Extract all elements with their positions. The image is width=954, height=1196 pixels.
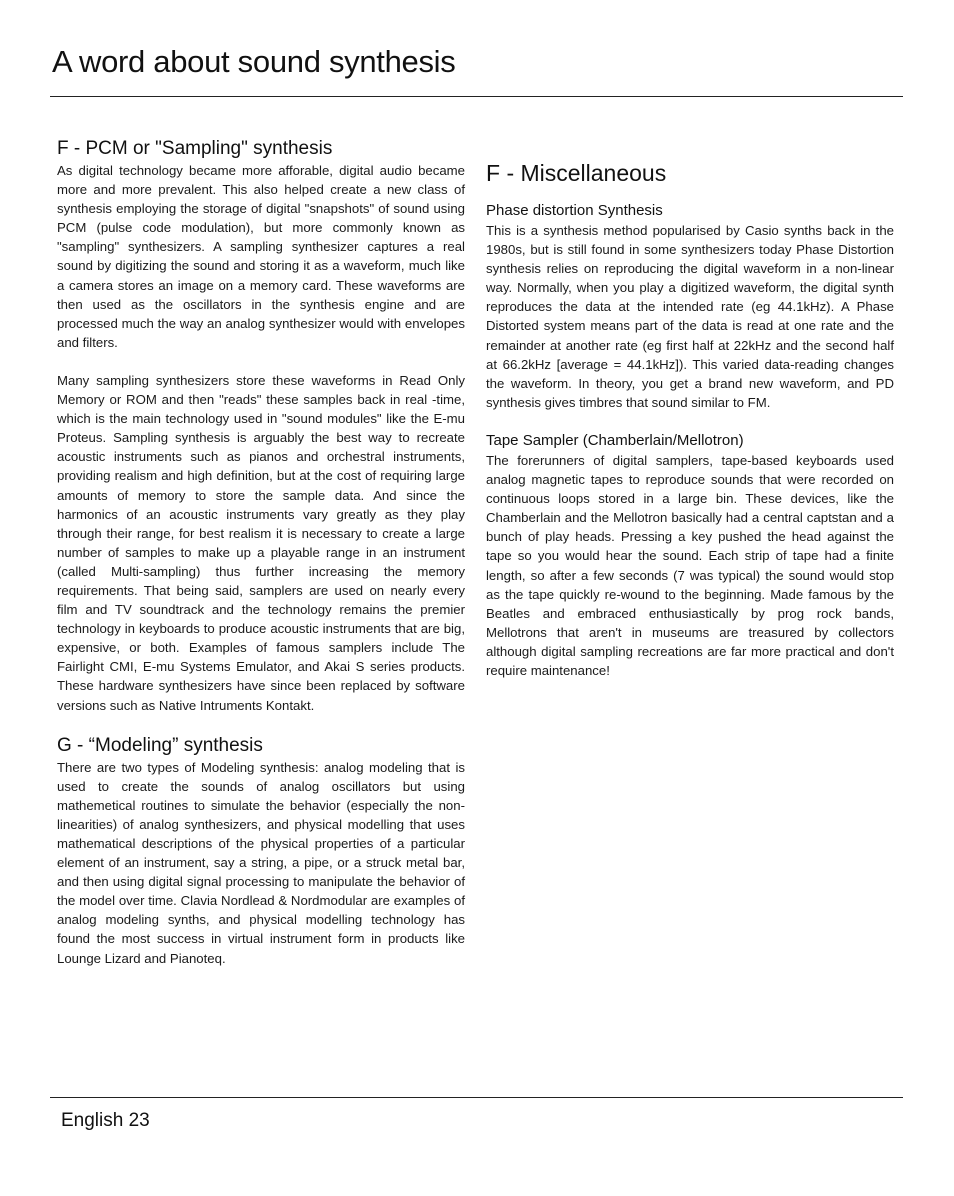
paragraph-spacer (57, 352, 465, 371)
pcm-paragraph-1: As digital technology became more afforable, digital audio became more and more prevalent. This also helped create a new class of synthesis employing the storage of digital "snapshots" of sound using PCM (pulse code modulation), but more commonly known as "sampling" synthesizers. A sampling synthesizer captures a real sound by digitizing the sound and storing it as a waveform, much like a camera stores an image on a memory card. These waveforms are then used as the oscillators in the synthesis engine and are processed much the way an analog synthesizer would with envelopes and filters. (57, 163, 465, 350)
footer-divider (50, 1097, 903, 1098)
phase-distortion-paragraph: This is a synthesis method popularised by Casio synths back in the 1980s, but is still found in some synthesizers today Phase Distortion synthesis relies on reproducing the digital waveform in a non-linear way. Normally, when you play a digitized waveform, the digital synth reproduces the data at the intended rate (eg 44.1kHz). A Phase Distorted system means part of the data is read at one rate and the remainder at another rate (eg first half at 22kHz and the second half at 66.2kHz [average = 44.1kHz]). This varied data-reading changes the waveform. In theory, you get a brand new waveform, and PD synthesis gives timbres that sound similar to FM. (486, 223, 894, 410)
modeling-paragraph: There are two types of Modeling synthesis: analog modeling that is used to create the sounds of analog oscillators but using mathemetical routines to simulate the behavior (especially the non-linearities) of analog synthesizers, and physical modelling that uses mathematical descriptions of the physical properties of a particular element of an instrument, say a string, a pipe, or a struck metal bar, and then using digital signal processing to manipulate the behavior of the model over time. Clavia Nordlead & Nordmodular are examples of analog modeling synths, and physical modelling technology has found the most success in virtual instrument form in products like Lounge Lizard and Pianoteq. (57, 759, 465, 966)
page-title: A word about sound synthesis (52, 44, 456, 79)
modeling-heading: G - “Modeling” synthesis (57, 734, 263, 756)
section-spacer (486, 412, 894, 431)
phase-distortion-heading: Phase distortion Synthesis (486, 202, 663, 219)
tape-sampler-heading: Tape Sampler (Chamberlain/Mellotron) (486, 431, 744, 449)
page-footer: English 23 (61, 1110, 150, 1131)
right-column (486, 157, 894, 680)
section-spacer (57, 715, 465, 734)
pcm-heading: F - PCM or "Sampling" synthesis (57, 138, 333, 159)
left-column (57, 137, 465, 968)
header-divider (50, 96, 903, 97)
misc-heading: F - Miscellaneous (486, 160, 667, 186)
pcm-paragraph-2: Many sampling synthesizers store these waveforms in Read Only Memory or ROM and then "reads" these samples back in real -time, which is the main technology used in "sound modules" like the E-mu Proteus. Sampling synthesis is arguably the best way to recreate acoustic instruments such as pianos and orchestral instruments, providing realism and high definition, but at the cost of requiring large amounts of memory to store the sample data. And since the harmonics of an acoustic instruments vary greatly as they play through their range, for best realism it is necessary to create a large number of samples to make up a playable range in an instrument (called Multi-sampling) thus further increasing the memory requirements. That being said, samplers are used on nearly every film and TV soundtrack and the technology remains the premier technology in keyboards to produce acoustic instruments that are big, expensive, or both. Examples of famous samplers include The Fairlight CMI, E-mu Systems Emulator, and Akai S series products. These hardware synthesizers have since been replaced by software versions such as Native Intruments Kontakt. (57, 372, 465, 713)
tape-sampler-paragraph: The forerunners of digital samplers, tape-based keyboards used analog magnetic tapes to reproduce sounds that were recorded on continuous loops stored in a large bin. These devices, like the Chamberlain and the Mellotron basically had a central captstan and a bunch of play heads. Pressing a key pushed the head against the tape so you would hear the sound. Each strip of tape had a finite length, so after a few seconds (7 was typical) the sound would stop as the tape quickly re-wound to the beginning. Made famous by the Beatles and embraced enthusiastically by prog rock bands, Mellotrons that aren't in museums are treasured by collectors although digital sampling recreations are far more practical and don't require maintenance! (486, 452, 894, 678)
